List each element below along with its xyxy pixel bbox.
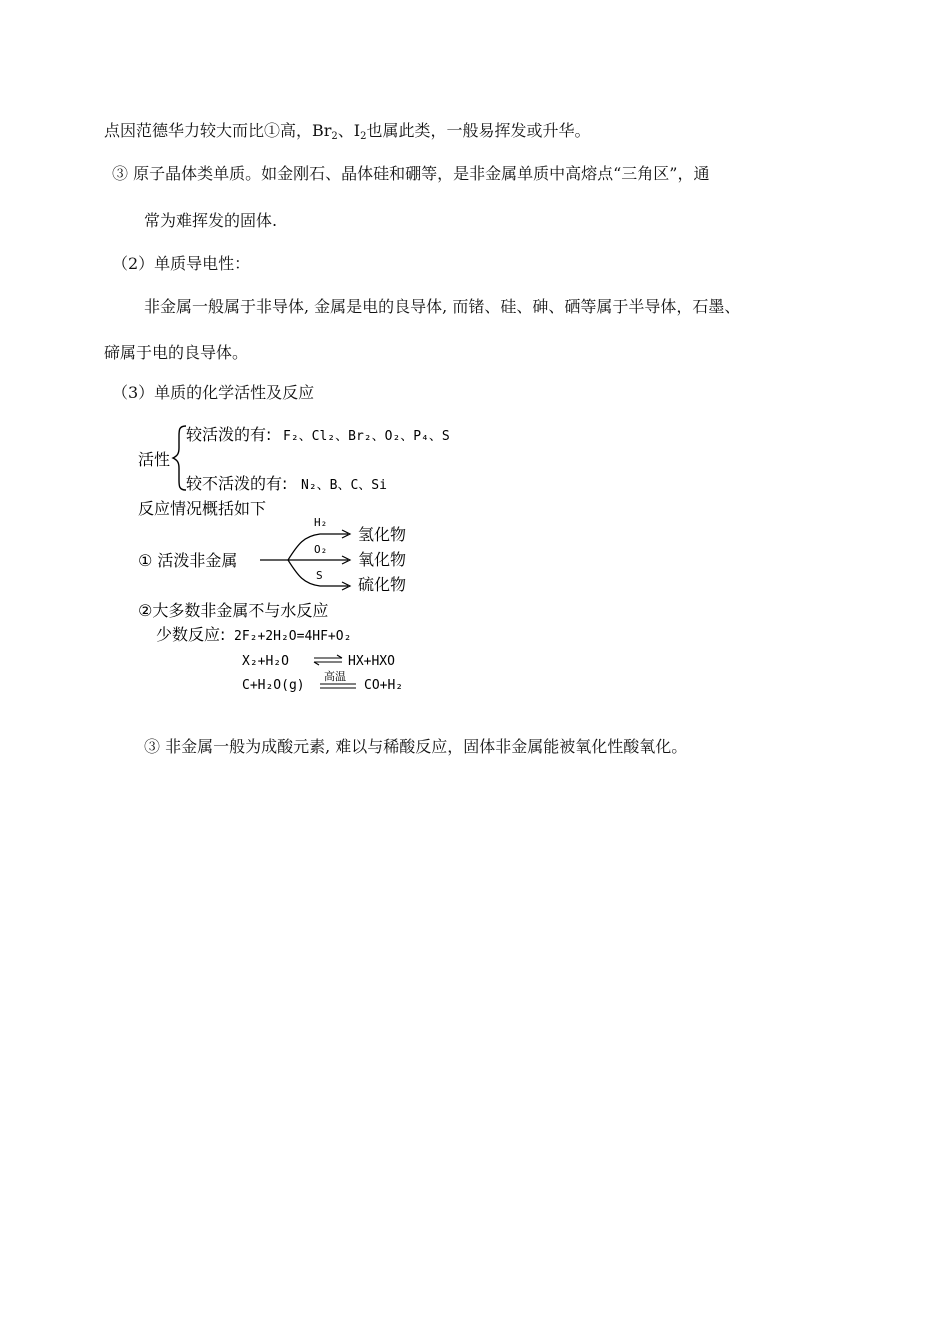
activity-label: 活性 xyxy=(138,450,171,469)
reagent-h2: H₂ xyxy=(314,516,328,529)
paragraph-line-3: 常为难挥发的固体. xyxy=(144,211,278,230)
product-sulfide: 硫化物 xyxy=(358,575,407,594)
reactivity-diagram xyxy=(136,418,466,700)
equation-1: 2F₂+2H₂O=4HF+O₂ xyxy=(234,629,352,644)
inactive-list: N₂、B、C、Si xyxy=(301,478,387,493)
equation-2-left: X₂+H₂O xyxy=(242,654,289,669)
paragraph-line-5: 非金属一般属于非导体, 金属是电的良导体, 而锗、硅、砷、硒等属于半导体，石墨、 xyxy=(144,297,741,316)
paragraph-line-6: 碲属于电的良导体。 xyxy=(104,343,249,362)
reagent-s: S xyxy=(316,569,323,582)
active-list: F₂、Cl₂、Br₂、O₂、P₄、S xyxy=(283,429,450,444)
section-heading-reactivity: （3）单质的化学活性及反应 xyxy=(112,383,315,402)
equation-2-right: HX+HXO xyxy=(348,654,395,669)
equation-3-left: C+H₂O(g) xyxy=(242,678,305,693)
equation-3-right: CO+H₂ xyxy=(364,678,404,693)
product-hydride: 氢化物 xyxy=(358,525,407,544)
paragraph-line-8: ③ 非金属一般为成酸元素, 难以与稀酸反应，固体非金属能被氧化性酸氧化。 xyxy=(144,737,688,756)
reagent-o2: O₂ xyxy=(314,543,328,556)
active-prefix: 较活泼的有: xyxy=(186,425,272,444)
product-oxide: 氧化物 xyxy=(358,550,407,569)
equation-3-condition: 高温 xyxy=(324,670,346,683)
inactive-prefix: 较不活泼的有: xyxy=(186,474,288,493)
active-nonmetal-label: ① 活泼非金属 xyxy=(138,551,238,570)
water-heading: ②大多数非金属不与水反应 xyxy=(138,601,329,620)
reaction-heading: 反应情况概括如下 xyxy=(138,499,267,518)
paragraph-line-2: ③ 原子晶体类单质。如金刚石、晶体硅和硼等，是非金属单质中高熔点“三角区”，通 xyxy=(112,164,710,183)
reactivity-figure xyxy=(136,418,466,700)
few-react-label: 少数反应: xyxy=(156,625,226,644)
curly-brace-icon xyxy=(173,426,186,490)
section-heading-conductivity: （2）单质导电性： xyxy=(112,254,251,273)
paragraph-line-1: 点因范德华力较大而比①高，$Br_2$、$I_2$也属此类，一般易挥发或升华。 xyxy=(104,121,591,142)
